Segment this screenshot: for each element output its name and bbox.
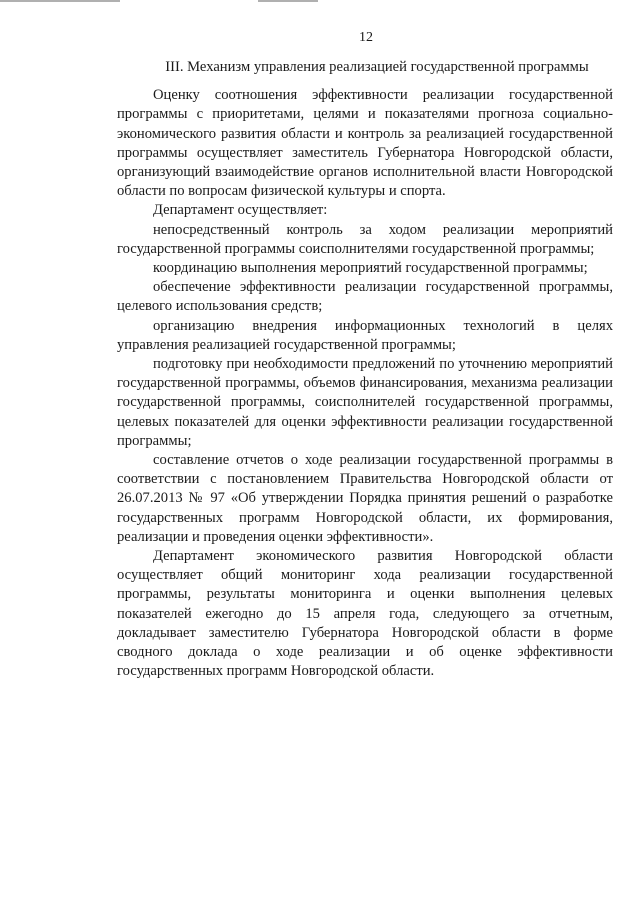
paragraph: Департамент экономического развития Новгородской области осуществляет общий мониторинг хода реализации государственной программы, результаты мониторинга и оценки выполнения целевых показателей ежегодно до 15 апреля года, следующего за отчетным, докладывает заместителю Губернатора Новгородской области в форме сводного доклада о ходе реализации и об оценке эффективности государственных программ Новгородской области.	[117, 548, 613, 680]
document-body	[117, 58, 613, 682]
scan-edge-mark	[0, 0, 120, 2]
section-title: III. Механизм управления реализацией государственной программы	[165, 59, 589, 75]
paragraph: составление отчетов о ходе реализации государственной программы в соответствии с постановлением Правительства Новгородской области от 26.07.2013 № 97 «Об утверждении Порядка принятия решений о разработке государственных программ Новгородской области, их формирования, реализации и проведения оценки эффективности».	[117, 452, 613, 545]
scan-edge-mark	[258, 0, 318, 2]
paragraph: непосредственный контроль за ходом реализации мероприятий государственной программы соисполнителями государственной программы;	[117, 221, 613, 257]
paragraph: Оценку соотношения эффективности реализации государственной программы с приоритетами, целями и показателями прогноза социально-экономического развития области и контроль за реализацией государственной программы осуществляет заместитель Губернатора Новгородской области, организующий взаимодействие органов исполнительной власти Новгородской области по вопросам физической культуры и спорта.	[117, 87, 613, 200]
paragraph: обеспечение эффективности реализации государственной программы, целевого использования средств;	[117, 279, 613, 315]
paragraph: координацию выполнения мероприятий государственной программы;	[153, 260, 588, 277]
paragraph: Департамент осуществляет:	[153, 202, 328, 219]
paragraph: организацию внедрения информационных технологий в целях управления реализацией государственной программы;	[117, 317, 613, 353]
page-number: 12	[359, 30, 373, 45]
paragraph: подготовку при необходимости предложений по уточнению мероприятий государственной программы, объемов финансирования, механизма реализации государственной программы, соисполнителей государственной программы, целевых показателей для оценки эффективности реализации государственной программы;	[117, 356, 613, 449]
